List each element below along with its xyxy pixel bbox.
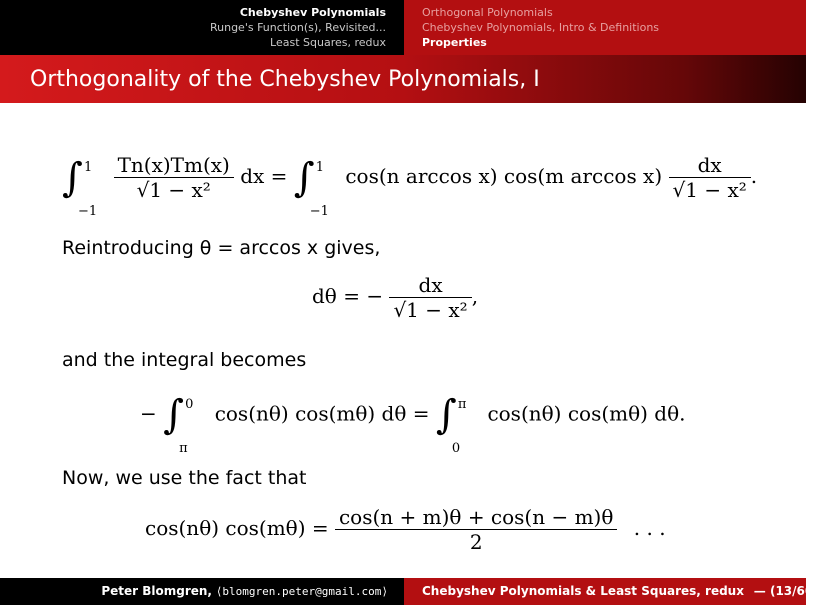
fraction-denominator: 2 bbox=[335, 529, 617, 554]
equation-lhs: cos(nθ) cos(mθ) = bbox=[145, 516, 329, 540]
footer-author bbox=[0, 578, 404, 605]
upper-limit: 1 bbox=[84, 159, 93, 175]
fraction-denominator: √1 − x² bbox=[389, 297, 471, 322]
fraction-numerator: Tn(x)Tm(x) bbox=[117, 153, 230, 177]
integral-sign: ∫ 1 −1 bbox=[294, 158, 315, 198]
subsection-nav bbox=[404, 0, 806, 55]
period: . bbox=[750, 164, 758, 188]
integrand: cos(n arccos x) cos(m arccos x) bbox=[345, 164, 663, 188]
nav-subsection-properties[interactable]: Properties bbox=[422, 36, 487, 49]
dx-equals: dx = bbox=[240, 164, 288, 188]
body-text: and the integral becomes bbox=[62, 349, 307, 371]
slide-title: Orthogonality of the Chebyshev Polynomials, I bbox=[30, 67, 540, 92]
integrand: cos(nθ) cos(mθ) dθ. bbox=[487, 401, 686, 426]
ellipsis: . . . bbox=[633, 516, 666, 540]
fraction-numerator: cos(n + m)θ + cos(n − m)θ bbox=[338, 505, 614, 529]
header-bar bbox=[0, 0, 806, 55]
integral-sign: ∫ 1 −1 bbox=[62, 158, 83, 198]
equation-integral-theta bbox=[140, 392, 686, 456]
nav-section-chebyshev[interactable]: Chebyshev Polynomials bbox=[239, 6, 386, 19]
page-number: — (13/60) bbox=[753, 584, 819, 598]
upper-limit: π bbox=[457, 397, 467, 412]
lower-limit: 0 bbox=[451, 441, 461, 456]
weight-fraction bbox=[114, 153, 234, 202]
footer-bar bbox=[0, 578, 819, 605]
dx-fraction bbox=[669, 153, 751, 202]
minus-sign: − bbox=[140, 401, 157, 426]
lower-limit: π bbox=[179, 441, 188, 456]
footer-course bbox=[404, 578, 819, 605]
nav-subsection-orthogonal[interactable]: Orthogonal Polynomials bbox=[422, 6, 553, 19]
body-text: Reintroducing θ = arccos x gives, bbox=[62, 237, 381, 259]
integral-sign: ∫ 0 π bbox=[163, 395, 184, 435]
equation-orthogonality bbox=[62, 153, 758, 219]
fraction-denominator: √1 − x² bbox=[669, 177, 751, 202]
slide-content bbox=[0, 103, 806, 578]
fraction-numerator: dx bbox=[697, 153, 722, 177]
equation-lhs: dθ = − bbox=[312, 284, 384, 308]
nav-subsection-intro[interactable]: Chebyshev Polynomials, Intro & Definitions bbox=[422, 21, 660, 34]
course-title: Chebyshev Polynomials & Least Squares, redux bbox=[422, 584, 744, 598]
fraction-numerator: dx bbox=[418, 273, 443, 297]
body-text: Now, we use the fact that bbox=[62, 467, 307, 489]
nav-section-runge[interactable]: Runge's Function(s), Revisited... bbox=[209, 21, 386, 34]
lower-limit: −1 bbox=[78, 203, 98, 219]
lower-limit: −1 bbox=[309, 203, 329, 219]
identity-fraction bbox=[335, 505, 617, 554]
dx-fraction bbox=[389, 273, 471, 322]
title-bar bbox=[0, 55, 806, 103]
comma: , bbox=[471, 284, 479, 308]
upper-limit: 1 bbox=[315, 159, 325, 175]
upper-limit: 0 bbox=[185, 397, 194, 412]
section-nav bbox=[0, 0, 396, 55]
author-email: ⟨blomgren.peter@gmail.com⟩ bbox=[215, 585, 388, 598]
integrand: cos(nθ) cos(mθ) dθ = bbox=[214, 401, 430, 426]
equation-dtheta bbox=[312, 273, 478, 322]
integral-sign: ∫ π 0 bbox=[436, 395, 457, 435]
author-name: Peter Blomgren, bbox=[101, 584, 212, 598]
fraction-denominator: √1 − x² bbox=[114, 177, 234, 202]
equation-product-identity bbox=[145, 505, 666, 554]
nav-section-least-squares[interactable]: Least Squares, redux bbox=[270, 36, 386, 49]
